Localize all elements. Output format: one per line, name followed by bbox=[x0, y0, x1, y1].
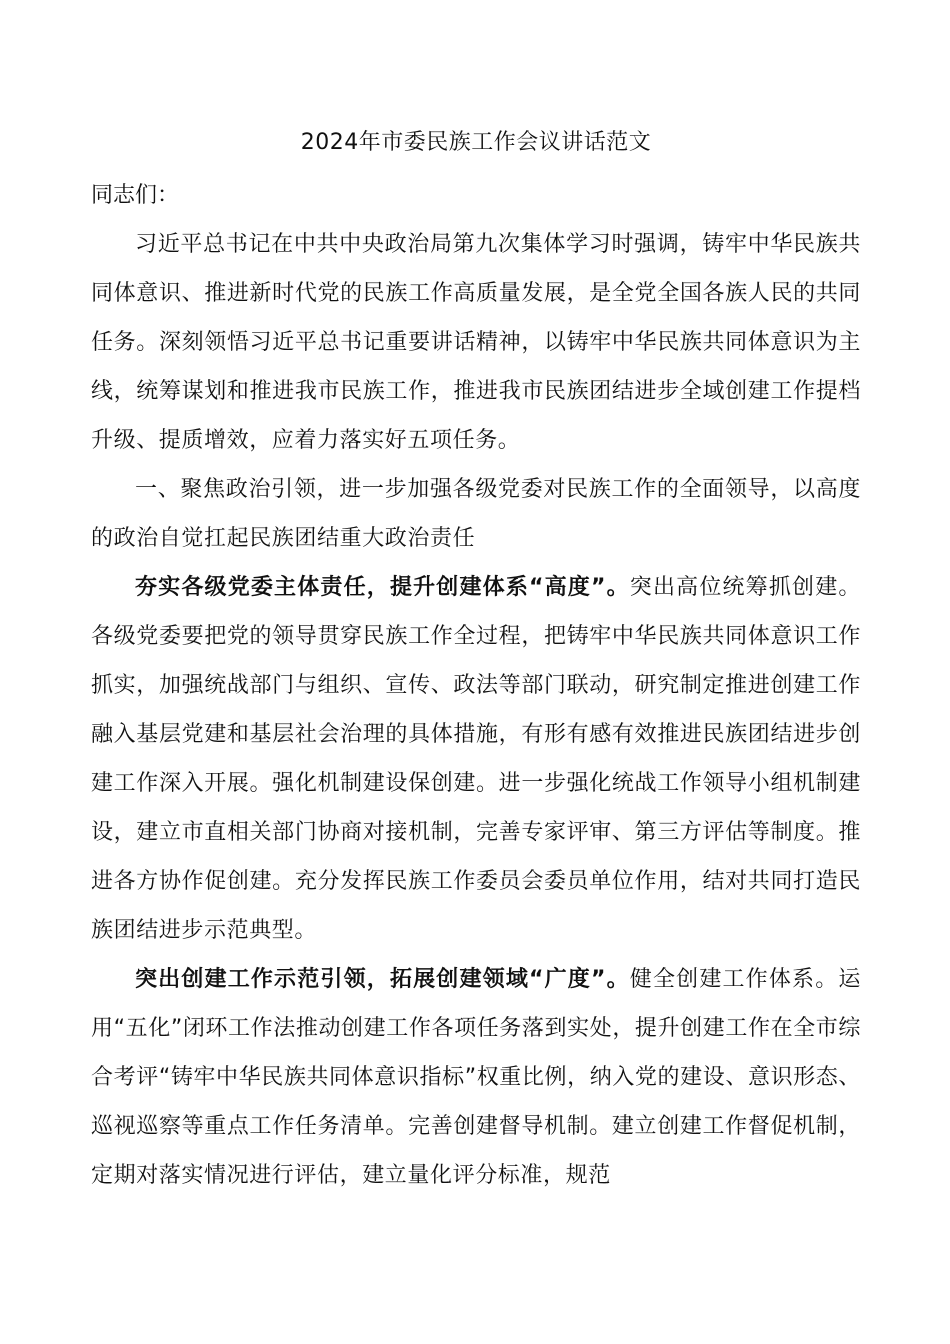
section-heading-one bbox=[91, 465, 861, 563]
section-heading-text: 一、聚焦政治引领，进一步加强各级党委对民族工作的全面领导，以高度的政治自觉扛起民族团结重大政治责任 bbox=[91, 477, 861, 551]
paragraph-height bbox=[91, 563, 861, 955]
paragraph-text: 健全创建工作体系。运用“五化”闭环工作法推动创建工作各项任务落到实处，提升创建工作在全市综合考评“铸牢中华民族共同体意识指标”权重比例，纳入党的建设、意识形态、巡视巡察等重点工作任务清单。完善创建督导机制。建立创建工作督促机制，定期对落实情况进行评估，建立量化评分标准，规范 bbox=[91, 967, 861, 1188]
salutation: 同志们： bbox=[91, 183, 180, 208]
paragraph-text: 突出高位统筹抓创建。各级党委要把党的领导贯穿民族工作全过程，把铸牢中华民族共同体意识工作抓实，加强统战部门与组织、宣传、政法等部门联动，研究制定推进创建工作融入基层党建和基层社会治理的具体措施，有形有感有效推进民族团结进步创建工作深入开展。强化机制建设保创建。进一步强化统战工作领导小组机制建设，建立市直相关部门协商对接机制，完善专家评审、第三方评估等制度。推进各方协作促创建。充分发挥民族工作委员会委员单位作用，结对共同打造民族团结进步示范典型。 bbox=[91, 575, 861, 943]
document-title: 2024年市委民族工作会议讲话范文 bbox=[300, 130, 652, 155]
paragraph-intro bbox=[91, 220, 861, 465]
paragraph-lead-bold: 夯实各级党委主体责任，提升创建体系“高度”。 bbox=[135, 575, 630, 600]
paragraph-text: 习近平总书记在中共中央政治局第九次集体学习时强调，铸牢中华民族共同体意识、推进新时代党的民族工作高质量发展，是全党全国各族人民的共同任务。深刻领悟习近平总书记重要讲话精神，以铸牢中华民族共同体意识为主线，统筹谋划和推进我市民族工作，推进我市民族团结进步全域创建工作提档升级、提质增效，应着力落实好五项任务。 bbox=[91, 232, 861, 453]
document-page bbox=[91, 120, 861, 1200]
paragraph-breadth bbox=[91, 955, 861, 1200]
paragraph-lead-bold: 突出创建工作示范引领，拓展创建领域“广度”。 bbox=[135, 967, 630, 992]
